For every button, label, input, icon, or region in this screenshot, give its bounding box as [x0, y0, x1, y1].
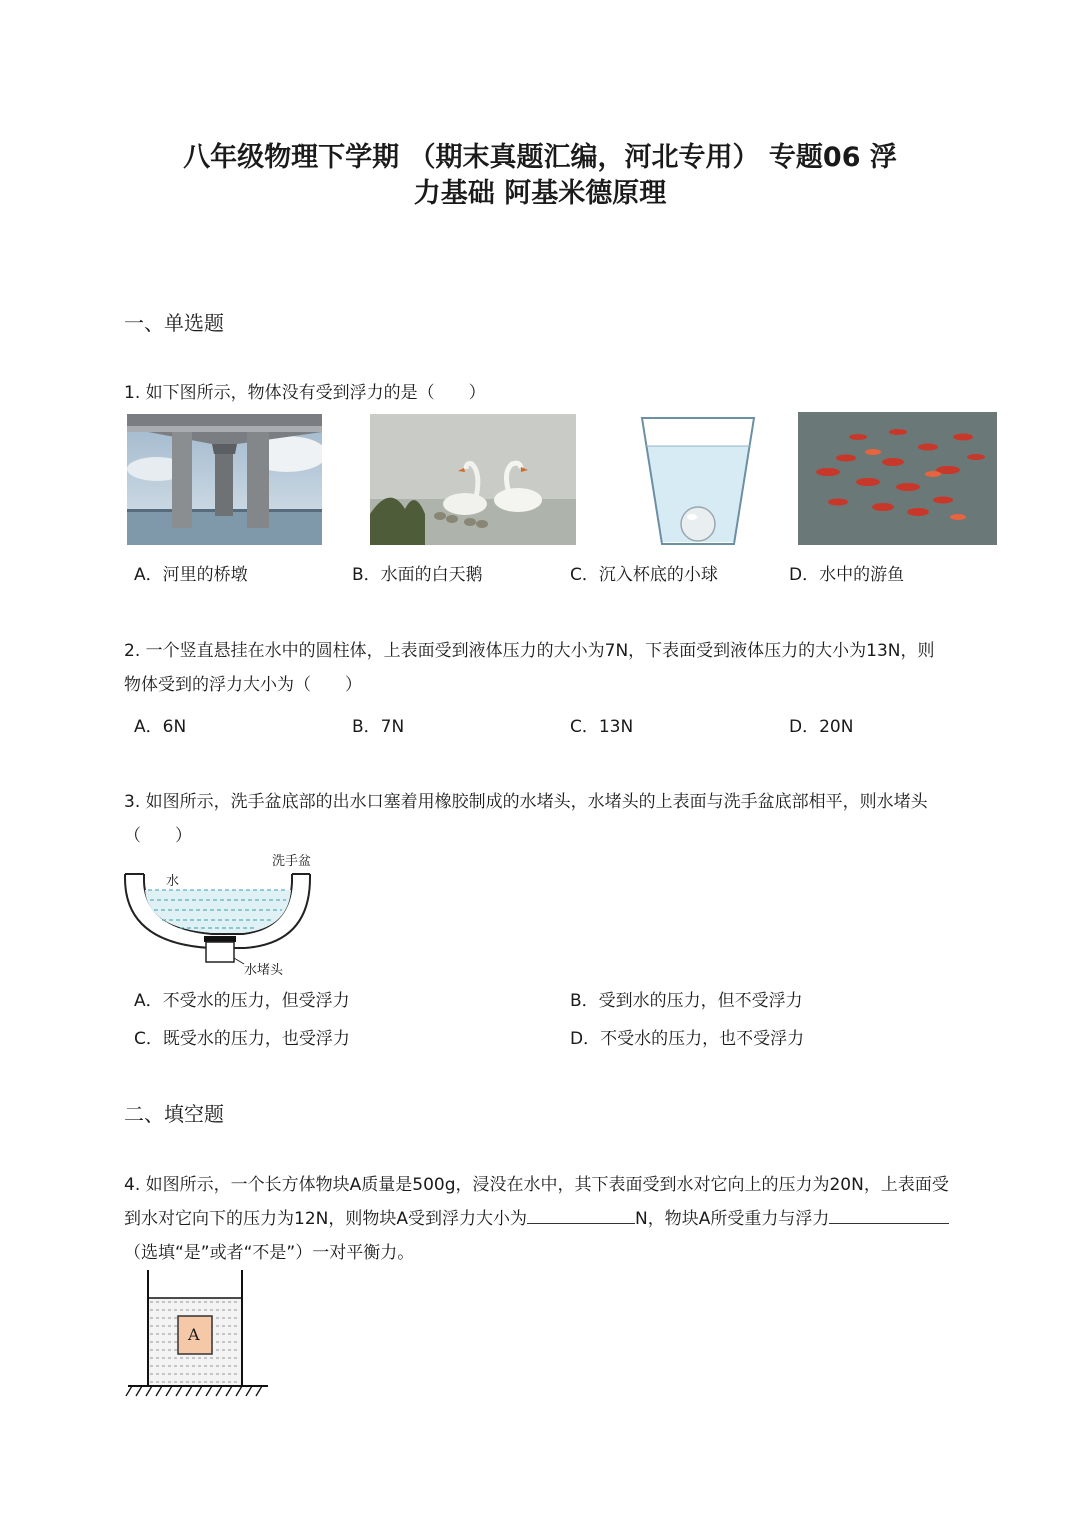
- fish-photo: [798, 412, 997, 545]
- question-3-stem: [124, 785, 928, 853]
- basin-diagram: [120, 848, 335, 978]
- question-2-option-a[interactable]: A．6N: [134, 717, 187, 737]
- ball-in-cup-diagram: [638, 414, 758, 547]
- question-2-stem: [124, 634, 935, 702]
- question-4-line-1: 4. 如图所示，一个长方体物块A质量是500g，浸没在水中，其下表面受到水对它向上的压力为20N，上表面受: [124, 1175, 949, 1195]
- water-label: 水: [166, 874, 180, 889]
- question-4-line-2: [124, 1202, 1004, 1236]
- section-heading-fill-blank: 二、填空题: [124, 1102, 224, 1126]
- question-3-option-b[interactable]: B．受到水的压力，但不受浮力: [570, 991, 803, 1011]
- bridge-pier-photo: [127, 414, 322, 545]
- question-1-option-b[interactable]: B．水面的白天鹅: [352, 565, 483, 585]
- question-2-stem-line-1: 2. 一个竖直悬挂在水中的圆柱体，上表面受到液体压力的大小为7N，下表面受到液体压力的大小为13N，则: [124, 641, 935, 661]
- answer-blank-balance[interactable]: [829, 1206, 949, 1224]
- question-1-stem: 1. 如下图所示，物体没有受到浮力的是（ ）: [124, 383, 486, 403]
- question-1-option-a[interactable]: A．河里的桥墩: [134, 565, 248, 585]
- page-title: [0, 140, 1080, 212]
- question-2-option-d[interactable]: D．20N: [789, 717, 854, 737]
- question-3-option-a[interactable]: A．不受水的压力，但受浮力: [134, 991, 350, 1011]
- question-2-option-c[interactable]: C．13N: [570, 717, 634, 737]
- question-1-option-d[interactable]: D．水中的游鱼: [789, 565, 905, 585]
- basin-label: 洗手盆: [272, 854, 312, 869]
- question-3-option-c[interactable]: C．既受水的压力，也受浮力: [134, 1029, 350, 1049]
- question-4-line-2-b: N，物块A所受重力与浮力: [634, 1209, 830, 1229]
- question-3-stem-line-1: 3. 如图所示，洗手盆底部的出水口塞着用橡胶制成的水堵头，水堵头的上表面与洗手盆底部相平，则水堵头: [124, 792, 928, 812]
- question-2-option-b[interactable]: B．7N: [352, 717, 405, 737]
- block-a-label: A: [188, 1325, 200, 1344]
- section-heading-single-choice: 一、单选题: [124, 311, 224, 335]
- question-4-stem: [124, 1168, 1004, 1270]
- question-2-stem-line-2: 物体受到的浮力大小为（ ）: [124, 675, 362, 695]
- question-3-stem-line-2: （ ）: [124, 826, 192, 846]
- swans-photo: [370, 414, 576, 545]
- title-line-1: 八年级物理下学期 （期末真题汇编，河北专用） 专题06 浮: [183, 142, 897, 173]
- question-4-line-3: （选填“是”或者“不是”）一对平衡力。: [124, 1243, 415, 1263]
- answer-blank-buoyancy[interactable]: [527, 1206, 635, 1224]
- title-line-2: 力基础 阿基米德原理: [413, 178, 667, 209]
- question-1-option-c[interactable]: C．沉入杯底的小球: [570, 565, 718, 585]
- container-diagram: [124, 1268, 274, 1400]
- question-3-option-d[interactable]: D．不受水的压力，也不受浮力: [570, 1029, 805, 1049]
- plug-label: 水堵头: [244, 963, 284, 978]
- question-4-line-2-a: 到水对它向下的压力为12N，则物块A受到浮力大小为: [124, 1209, 527, 1229]
